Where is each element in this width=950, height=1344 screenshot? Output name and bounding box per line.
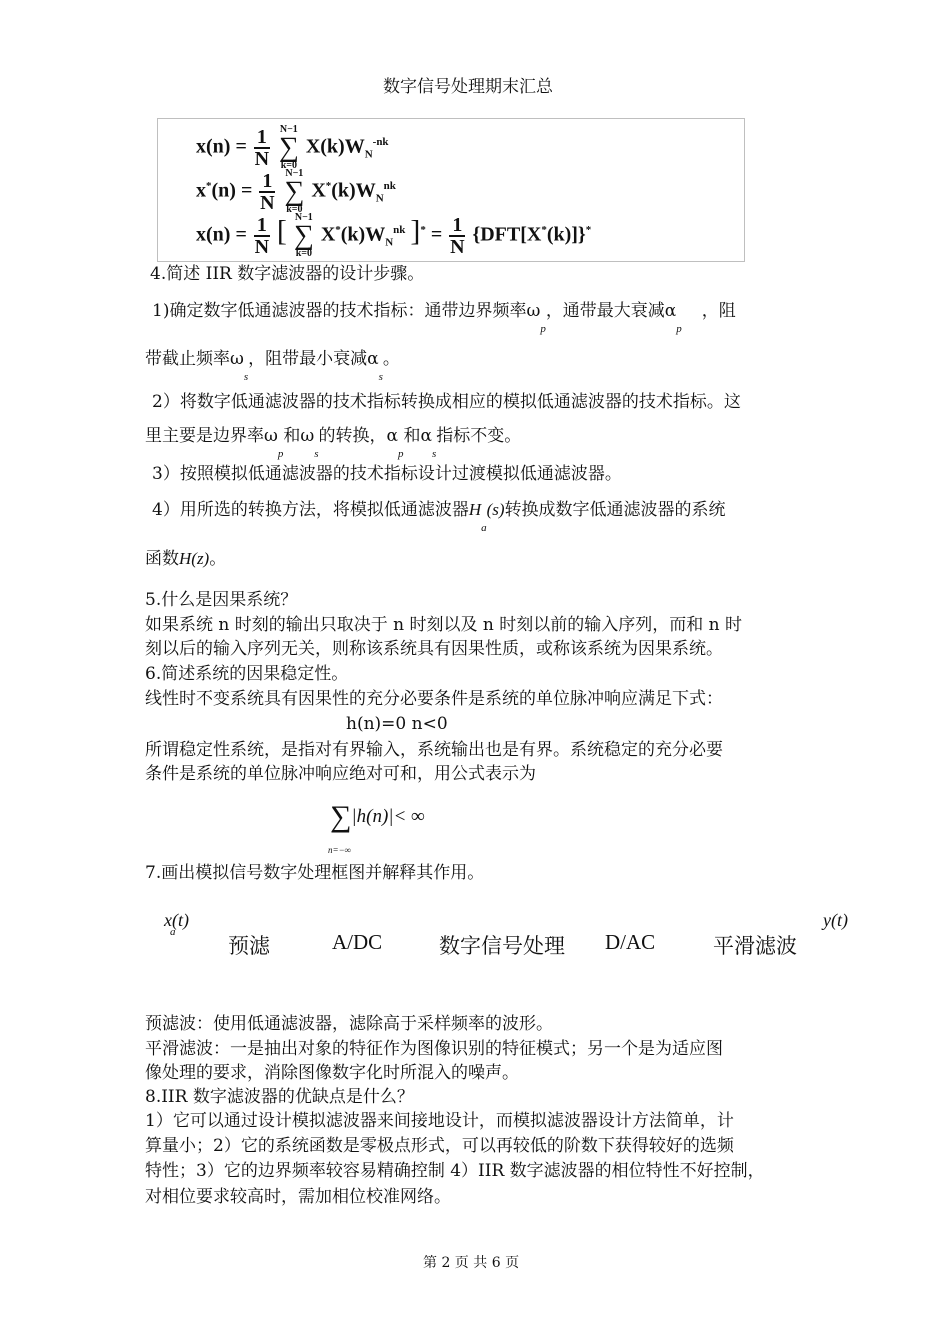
q5-answer-line2: 刻以后的输入序列无关，则称该系统具有因果性质，或称该系统为因果系统。 xyxy=(145,639,723,659)
q4-step1-line1: 1)确定数字低通滤波器的技术指标：通带边界频率$\omega_p$，通带最大衰减$\alpha_p$，阻 xyxy=(152,301,736,335)
q4-step3: 3）按照模拟低通滤波器的技术指标设计过渡模拟低通滤波器。 xyxy=(152,464,622,484)
q8-answer-line4: 对相位要求较高时，需加相位校准网络。 xyxy=(145,1187,451,1207)
q4-step1-line2: 带截止频率$\omega_s$，阻带最小衰减$\alpha_s$。 xyxy=(145,349,400,383)
diagram-input-subscript: a xyxy=(170,926,176,938)
diagram-block-adc: A/DC xyxy=(332,930,383,954)
q6-causality-condition: h(n)=0 n<0 xyxy=(346,714,448,734)
q4-step4-line1: 4）用所选的转换方法，将模拟低通滤波器$H_a(s)$转换成数字低通滤波器的系统 xyxy=(152,500,726,534)
dft-formula-box xyxy=(157,118,745,262)
q8-answer-line1: 1）它可以通过设计模拟滤波器来间接地设计，而模拟滤波器设计方法简单，计 xyxy=(145,1111,734,1131)
q7-explain-smoothing-line1: 平滑滤波：一是抽出对象的特征作为图像识别的特征模式；另一个是为适应图 xyxy=(145,1039,723,1059)
q8-answer-line3: 特性；3）它的边界频率较容易精确控制 4）IIR 数字滤波器的相位特性不好控制， xyxy=(145,1161,765,1181)
page-title: 数字信号处理期末汇总 xyxy=(383,77,553,97)
q6-answer-line3: 条件是系统的单位脉冲响应绝对可和，用公式表示为 xyxy=(145,764,536,784)
q8-answer-line2: 算量小；2）它的系统函数是零极点形式，可以再较低的阶数下获得较好的选频 xyxy=(145,1136,734,1156)
q4-step2-line2: 里主要是边界率$\omega_p$和$\omega_s$的转换，$\alpha_p$和$\alpha_s$指标不变。 xyxy=(145,426,522,460)
diagram-block-dac: D/AC xyxy=(605,930,656,954)
q4-step4-line2: 函数H(z)。 xyxy=(145,549,227,569)
q6-answer-line1: 线性时不变系统具有因果性的充分必要条件是系统的单位脉冲响应满足下式： xyxy=(145,689,723,709)
q8-title: 8.IIR 数字滤波器的优缺点是什么？ xyxy=(145,1087,414,1107)
formula-idft: x(n) = $\frac{1}{N}$ N−1 ∑ k=0 $X(k)W_N^{-nk}$ xyxy=(196,124,389,171)
diagram-block-prefilter: 预滤 xyxy=(228,934,270,958)
diagram-output-signal: y(t) xyxy=(823,910,848,930)
q6-stability-formula: ∑|h(n)|< ∞ xyxy=(330,800,425,833)
q7-title: 7.画出模拟信号数字处理框图并解释其作用。 xyxy=(145,863,485,883)
q5-title: 5.什么是因果系统？ xyxy=(145,590,298,610)
formula-conjugate: x*(n) = $\frac{1}{N}$ N−1 ∑ k=0 $X^*(k)W_N^{nk}$ xyxy=(196,168,396,215)
q5-answer-line1: 如果系统 n 时刻的输出只取决于 n 时刻以及 n 时刻以前的输入序列，而和 n 时 xyxy=(145,615,743,635)
q7-explain-smoothing-line2: 像处理的要求，消除图像数字化时所混入的噪声。 xyxy=(145,1063,519,1083)
q4-title: 4.简述 IIR 数字滤波器的设计步骤。 xyxy=(150,264,425,284)
diagram-block-smoothing: 平滑滤波 xyxy=(713,934,797,958)
formula-dft-conjugate: x(n) = $\frac{1}{N}$ [ N−1 ∑ k=0 $X^*(k)W_N^{nk}$ ]* = $\frac{1}{N}$ {DFT[X*(k)]}* xyxy=(196,212,592,259)
q6-answer-line2: 所谓稳定性系统，是指对有界输入，系统输出也是有界。系统稳定的充分必要 xyxy=(145,740,723,760)
q7-explain-prefilter: 预滤波：使用低通滤波器，滤除高于采样频率的波形。 xyxy=(145,1014,553,1034)
q6-sum-lower-limit: n=−∞ xyxy=(328,845,352,855)
diagram-block-dsp: 数字信号处理 xyxy=(439,934,565,958)
page-number-footer: 第 2 页 共 6 页 xyxy=(423,1255,520,1271)
q6-title: 6.简述系统的因果稳定性。 xyxy=(145,664,349,684)
q4-step2-line1: 2）将数字低通滤波器的技术指标转换成相应的模拟低通滤波器的技术指标。这 xyxy=(152,392,741,412)
diagram-input-signal: x(t) xyxy=(164,910,189,930)
